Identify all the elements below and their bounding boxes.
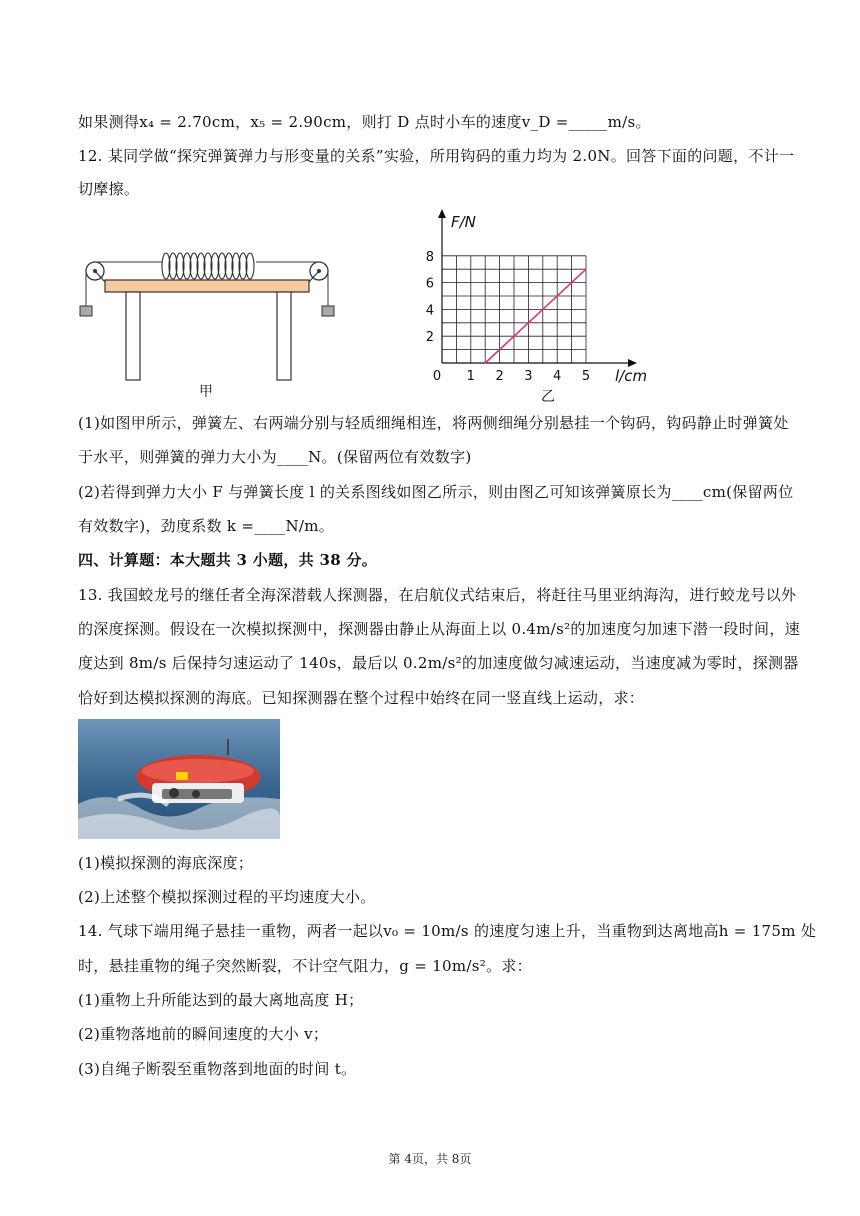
figure-jia-caption: 甲 [199, 384, 213, 398]
y-tick-label: 2 [425, 330, 434, 346]
y-axis-arrow [438, 209, 446, 218]
y-axis-label: F/N [451, 213, 476, 231]
x-tick-label: 4 [553, 369, 562, 384]
x-tick-label: 5 [581, 369, 591, 384]
table-leg-left [126, 292, 140, 380]
question-13-line-1: 13. 我国蛟龙号的继任者全海深潜载人探测器，在启航仪式结束后，将赶往马里亚纳海沟，进行蛟龙号以外 [78, 586, 797, 604]
question-13-line-3: 度达到 8m/s 后保持匀速运动了 140s，最后以 0.2m/s²的加速度做匀减速运动，当速度减为零时，探测器 [78, 654, 799, 672]
origin-label: 0 [432, 369, 442, 384]
question-12-part-2-line-2: 有效数字)，劲度系数 k =____N/m。 [78, 517, 335, 535]
figure-yi-caption: 乙 [541, 389, 555, 405]
question-12-part-1-line-2: 于水平，则弹簧的弹力大小为____N。(保留两位有效数字) [78, 448, 472, 466]
hook-weight-left [80, 306, 92, 316]
question-13-line-4: 恰好到达模拟探测的海底。已知探测器在整个过程中始终在同一竖直线上运动，求： [78, 689, 645, 707]
hook-weight-right [322, 306, 334, 316]
submersible-photo [78, 719, 280, 839]
question-13-part-1: (1)模拟探测的海底深度； [78, 854, 254, 872]
question-14-line-1: 14. 气球下端用绳子悬挂一重物，两者一起以v₀ = 10m/s 的速度匀速上升，当重物到达离地高h = 175m 处 [78, 922, 817, 940]
spring [162, 253, 254, 279]
page-footer: 第 4页，共 8页 [388, 1152, 472, 1166]
question-13-line-2: 的深度探测。假设在一次模拟探测中，探测器由静止从海面上以 0.4m/s²的加速度匀加速下潜一段时间，速 [78, 620, 800, 638]
question-14-part-3: (3)自绳子断裂至重物落到地面的时间 t。 [78, 1060, 357, 1078]
question-14-line-2: 时，悬挂重物的绳子突然断裂，不计空气阻力，g = 10m/s²。求： [78, 957, 532, 975]
y-tick-label: 6 [425, 276, 434, 292]
figure-yi-force-length-graph [418, 205, 658, 405]
question-12-part-2-line-1: (2)若得到弹力大小 F 与弹簧长度 l 的关系图线如图乙所示，则由图乙可知该弹簧原长为____cm(保留两位 [78, 483, 794, 501]
question-14-part-1: (1)重物上升所能达到的最大离地高度 H； [78, 991, 364, 1009]
graph-grid [442, 256, 586, 363]
question-12-line-2: 切摩擦。 [78, 180, 140, 198]
y-tick-label: 8 [425, 249, 434, 265]
text-line-1: 如果测得x₄ = 2.70cm，x₅ = 2.90cm，则打 D 点时小车的速度v_D =_____m/s。 [78, 113, 651, 131]
x-tick-label: 2 [495, 369, 504, 384]
table-leg-right [277, 292, 291, 380]
x-axis-label: l/cm [615, 367, 648, 385]
question-12-part-1-line-1: (1)如图甲所示，弹簧左、右两端分别与轻质细绳相连，将两侧细绳分别悬挂一个钩码，钩码静止时弹簧处 [78, 414, 789, 432]
y-tick-label: 4 [425, 303, 434, 319]
table-top [105, 280, 309, 292]
x-axis-arrow [628, 359, 637, 367]
question-12-line-1: 12. 某同学做“探究弹簧弹力与形变量的关系”实验，所用钩码的重力均为 2.0N。回答下面的问题，不计一 [78, 147, 795, 165]
figure-jia-spring-apparatus [74, 238, 344, 398]
data-line [485, 269, 586, 363]
question-13-part-2: (2)上述整个模拟探测过程的平均速度大小。 [78, 888, 376, 906]
question-14-part-2: (2)重物落地前的瞬间速度的大小 v； [78, 1025, 329, 1043]
x-tick-label: 3 [524, 369, 533, 384]
section-heading-calculation: 四、计算题：本大题共 3 小题，共 38 分。 [78, 551, 378, 569]
x-tick-label: 1 [466, 369, 475, 384]
